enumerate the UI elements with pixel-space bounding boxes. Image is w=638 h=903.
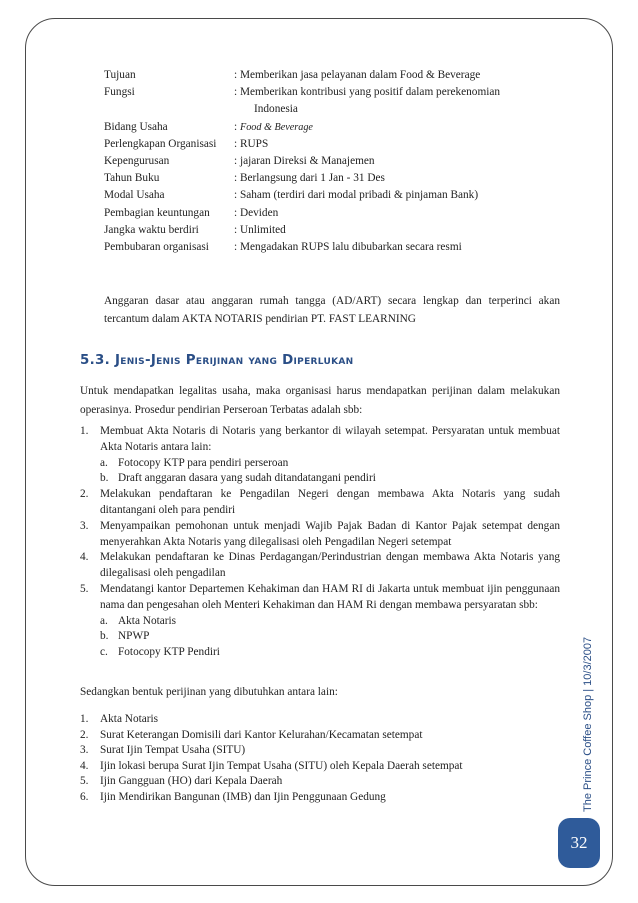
procedure-step (80, 424, 560, 487)
requirement-item (80, 712, 463, 728)
requirement-item (80, 759, 463, 775)
info-value (234, 84, 564, 118)
step-body (100, 424, 560, 487)
requirement-item (80, 774, 463, 790)
step-text: Melakukan pendaftaran ke Dinas Perdagangan/Perindustrian dengan membawa Akta Notaris yang dilegalisasi oleh pengadilan (100, 551, 560, 580)
req-text: Akta Notaris (100, 713, 159, 725)
step-sub-item (100, 645, 560, 661)
info-row-pembubaran (104, 239, 564, 256)
info-key: Fungsi (104, 86, 135, 99)
step-number: 3. (80, 519, 89, 532)
procedure-step (80, 550, 560, 582)
info-key: Perlengkapan Organisasi (104, 137, 217, 150)
requirement-item (80, 790, 463, 806)
sub-text: NPWP (118, 630, 150, 643)
side-footer-text: The Prince Coffee Shop | 10/3/2007 (582, 636, 594, 812)
info-value: : Berlangsung dari 1 Jan - 31 Des (234, 172, 385, 185)
info-row-fungsi (104, 84, 564, 118)
info-row-kepengurusan (104, 153, 564, 170)
step-number: 4. (80, 551, 89, 564)
procedure-step (80, 519, 560, 551)
info-key: Jangka waktu berdiri (104, 223, 199, 236)
info-key: Pembagian keuntungan (104, 206, 210, 219)
step-number: 1. (80, 425, 89, 437)
req-number: 6. (80, 790, 89, 803)
sub-text: Fotocopy KTP para pendiri perseroan (118, 456, 289, 469)
info-key: Pembubaran organisasi (104, 241, 209, 254)
sub-letter: b. (100, 630, 109, 643)
info-value-italic: Food & Beverage (239, 121, 313, 133)
page-number-badge (558, 818, 600, 868)
info-key: Tahun Buku (104, 172, 160, 185)
req-number: 1. (80, 713, 89, 725)
info-row-tujuan (104, 67, 564, 84)
info-value: : Deviden (234, 206, 279, 219)
info-value: : Saham (terdiri dari modal pribadi & pinjaman Bank) (234, 189, 479, 202)
info-key: Kepengurusan (104, 155, 170, 168)
info-row-tahun-buku (104, 170, 564, 187)
info-value: : Memberikan jasa pelayanan dalam Food & Beverage (234, 69, 481, 81)
closing-sentence: Sedangkan bentuk perijinan yang dibutuhkan antara lain: (80, 686, 338, 698)
sub-text: Akta Notaris (118, 614, 177, 627)
step-number: 2. (80, 488, 89, 501)
req-text: Surat Keterangan Domisili dari Kantor Kelurahan/Kecamatan setempat (100, 728, 423, 741)
info-row-pembagian (104, 205, 564, 222)
info-value: : RUPS (234, 137, 269, 150)
page-number: 32 (570, 833, 588, 852)
step-sub-item (100, 614, 560, 630)
req-number: 4. (80, 759, 89, 772)
info-value: : Unlimited (234, 223, 286, 236)
sub-letter: a. (100, 456, 108, 469)
step-text: Mendatangi kantor Departemen Kehakiman dan HAM RI di Jakarta untuk membuat ijin penggunaan nama dan pengesahan oleh Menteri Kehakiman dan HAM Ri dengan membawa persyaratan sbb: (100, 582, 560, 611)
procedure-step (80, 582, 560, 661)
info-row-modal-usaha (104, 187, 564, 204)
procedure-steps (80, 424, 560, 661)
req-number: 2. (80, 728, 89, 741)
step-text: Melakukan pendaftaran ke Pengadilan Negeri dengan membawa Akta Notaris yang sudah ditantangani oleh para pendiri (100, 488, 560, 516)
sub-letter: b. (100, 472, 109, 485)
company-info-list (104, 67, 564, 256)
step-number: 5. (80, 582, 89, 595)
step-text: Menyampaikan pemohonan untuk menjadi Wajib Pajak Badan di Kantor Pajak setempat dengan menyerahkan Akta Notaris yang dilegalisasi oleh Pengadilan Negeri setempat (100, 519, 560, 548)
requirement-item (80, 728, 463, 744)
info-value (234, 119, 564, 136)
requirement-item (80, 743, 463, 759)
info-value: : jajaran Direksi & Manajemen (234, 155, 375, 168)
step-sub-item (100, 629, 560, 645)
sub-letter: a. (100, 614, 108, 627)
info-value-prefix: : (234, 120, 240, 133)
req-text: Surat Ijin Tempat Usaha (SITU) (100, 744, 246, 757)
step-sub-item (100, 471, 560, 487)
procedure-step (80, 487, 560, 519)
sub-text: Draft anggaran dasara yang sudah ditandatangani pendiri (118, 472, 376, 485)
sub-text: Fotocopy KTP Pendiri (118, 646, 220, 659)
info-value-continued: Indonesia (254, 103, 298, 116)
info-key: Modal Usaha (104, 189, 165, 202)
req-number: 5. (80, 775, 89, 788)
info-row-bidang-usaha (104, 119, 564, 136)
adart-paragraph: Anggaran dasar atau anggaran rumah tangga (AD/ART) secara lengkap dan terperinci akan tercantum dalam AKTA NOTARIS pendirian PT. FAST LEARNING (104, 295, 560, 325)
step-body (100, 582, 560, 661)
req-text: Ijin Gangguan (HO) dari Kepala Daerah (100, 775, 283, 788)
info-key: Tujuan (104, 69, 136, 81)
info-row-jangka-waktu (104, 222, 564, 239)
req-text: Ijin lokasi berupa Surat Ijin Tempat Usaha (SITU) oleh Kepala Daerah setempat (100, 759, 463, 772)
step-sub-item (100, 456, 560, 472)
intro-paragraph: Untuk mendapatkan legalitas usaha, maka organisasi harus mendapatkan perijinan dalam melakukan operasinya. Prosedur pendirian Perseroan Terbatas adalah sbb: (80, 385, 560, 416)
req-text: Ijin Mendirikan Bangunan (IMB) dan Ijin Penggunaan Gedung (100, 790, 386, 803)
sub-letter: c. (100, 646, 108, 659)
info-row-perlengkapan (104, 136, 564, 153)
info-key: Bidang Usaha (104, 120, 168, 133)
info-value: : Mengadakan RUPS lalu dibubarkan secara resmi (234, 241, 462, 254)
info-value-line: : Memberikan kontribusi yang positif dalam perekenomian (234, 86, 501, 99)
step-text: Membuat Akta Notaris di Notaris yang berkantor di wilayah setempat. Persyaratan untuk membuat Akta Notaris antara lain: (100, 425, 560, 453)
section-heading: 5.3. Jenis-Jenis Perijinan yang Diperlukan (80, 353, 354, 368)
req-number: 3. (80, 744, 89, 757)
requirements-list (80, 712, 463, 806)
